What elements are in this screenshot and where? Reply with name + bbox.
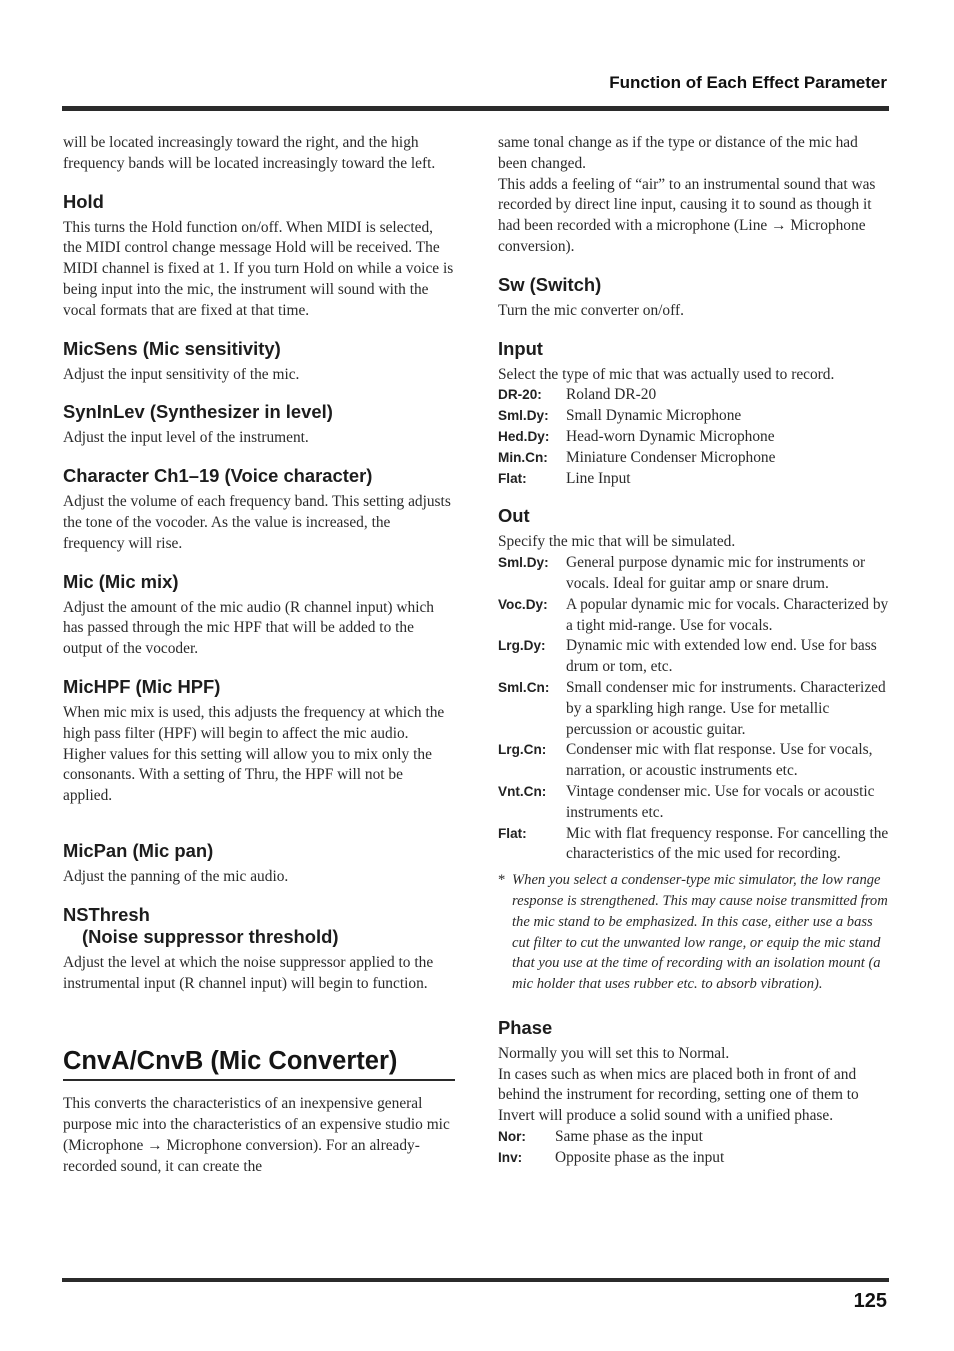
heading-sw: Sw (Switch) [498, 273, 602, 295]
option-desc: General purpose dynamic mic for instruments or vocals. Ideal for guitar amp or snare drum. [566, 554, 866, 592]
input-option [498, 427, 890, 448]
option-term: Vnt.Cn: [498, 783, 547, 799]
body-nsthresh: Adjust the level at which the noise suppressor applied to the instrumental input (R channel input) will begin to function. [63, 953, 434, 992]
option-term: DR-20: [498, 387, 542, 403]
option-desc: Mic with flat frequency response. For cancelling the characteristics of the mic used for recording. [566, 824, 889, 863]
option-desc: Same phase as the input [555, 1128, 703, 1146]
body-micsens: Adjust the input sensitivity of the mic. [63, 365, 300, 383]
option-term: Nor: [498, 1129, 526, 1145]
option-desc: Vintage condenser mic. Use for vocals or acoustic instruments etc. [566, 782, 875, 821]
continued-paragraph-2: This adds a feeling of “air” to an instrumental sound that was recorded by direct line input, causing it to sound as though it had been recorded with a microphone (Line → Microphone conversion). [498, 175, 876, 255]
input-option [498, 469, 890, 490]
option-term: Lrg.Cn: [498, 742, 547, 758]
out-option [498, 636, 890, 678]
heading-input: Input [498, 337, 543, 359]
out-option [498, 824, 890, 866]
option-desc: A popular dynamic mic for vocals. Characterized by a tight mid-range. Use for vocals. [566, 595, 889, 634]
option-term: Flat: [498, 470, 527, 486]
input-option [498, 448, 890, 469]
section-sw [498, 274, 890, 322]
body-cnva-intro: This converts the characteristics of an inexpensive general purpose mic into the characteristics of an expensive studio mic (Microphone → Microphone conversion). For an already-recorded sound, it can create the [63, 1095, 450, 1175]
heading-nsthresh [63, 904, 455, 948]
heading-michpf: MicHPF (Mic HPF) [63, 675, 221, 697]
out-options-list [498, 553, 890, 865]
page-number: 125 [853, 1290, 887, 1312]
heading-micpan: MicPan (Mic pan) [63, 839, 214, 861]
body-michpf: When mic mix is used, this adjusts the frequency at which the high pass filter (HPF) will begin to affect the mic audio. Higher values for this setting will allow you to mix only the consonants. With a setting of Thru, the HPF will not be applied. [63, 703, 445, 805]
option-desc: Small condenser mic for instruments. Characterized by a sparkling high range. Use for metallic percussion or acoustic guitar. [566, 678, 886, 738]
out-option [498, 678, 890, 740]
section-out [498, 505, 890, 995]
option-desc: Condenser mic with flat response. Use for vocals, narration, or acoustic instruments etc. [566, 741, 873, 780]
section-micsens [63, 338, 455, 386]
option-desc: Opposite phase as the input [555, 1148, 725, 1166]
option-desc: Roland DR-20 [566, 386, 657, 404]
section-hold [63, 191, 455, 322]
heading-out: Out [498, 505, 530, 527]
heading-nsthresh-line1: NSThresh [63, 903, 150, 925]
option-term: Min.Cn: [498, 449, 548, 465]
option-term: Voc.Dy: [498, 596, 548, 612]
section-syninlev [63, 401, 455, 449]
option-term: Inv: [498, 1149, 523, 1165]
option-term: Hed.Dy: [498, 428, 550, 444]
heading-character: Character Ch1–19 (Voice character) [63, 465, 373, 487]
option-term: Lrg.Dy: [498, 638, 546, 654]
continued-paragraph-1: same tonal change as if the type or distance of the mic had been changed. [498, 134, 858, 172]
body-sw: Turn the mic converter on/off. [498, 301, 684, 319]
input-option [498, 385, 890, 406]
heading-micsens: MicSens (Mic sensitivity) [63, 337, 281, 359]
body-out: Specify the mic that will be simulated. [498, 533, 736, 551]
intro-paragraph: will be located increasingly toward the right, and the high frequency bands will be located increasingly toward the left. [63, 134, 436, 172]
section-mic [63, 571, 455, 660]
condenser-note [498, 870, 890, 995]
heading-mic: Mic (Mic mix) [63, 570, 179, 592]
option-term: Sml.Dy: [498, 555, 549, 571]
out-option [498, 595, 890, 637]
option-term: Flat: [498, 825, 527, 841]
input-options-list [498, 385, 890, 489]
note-text: When you select a condenser-type mic simulator, the low range response is strengthened. This may cause noise transmitted from the mic stand to be emphasized. In this case, either use a bass cut filter to cut the unwanted low range, or equip the mic stand that you use at the time of recording with an isolation mount (a mic holder that uses rubber etc. to absorb vibration). [512, 872, 888, 993]
section-nsthresh [63, 904, 455, 995]
body-input: Select the type of mic that was actually used to record. [498, 365, 835, 383]
out-option [498, 782, 890, 824]
option-desc: Small Dynamic Microphone [566, 407, 742, 425]
option-term: Sml.Cn: [498, 679, 550, 695]
section-input [498, 338, 890, 490]
left-column [63, 133, 455, 1178]
body-micpan: Adjust the panning of the mic audio. [63, 867, 289, 885]
heading-syninlev: SynInLev (Synthesizer in level) [63, 401, 333, 423]
section-character [63, 465, 455, 554]
section-micpan [63, 840, 455, 888]
right-column [498, 133, 890, 1169]
out-option [498, 553, 890, 595]
top-rule [62, 106, 889, 111]
body-character: Adjust the volume of each frequency band. This setting adjusts the tone of the vocoder. As the value is increased, the frequency will rise. [63, 493, 451, 552]
heading-nsthresh-line2: (Noise suppressor threshold) [82, 925, 339, 947]
body-phase-1: Normally you will set this to Normal. [498, 1044, 730, 1062]
out-option [498, 740, 890, 782]
bottom-rule [62, 1278, 889, 1282]
phase-options-list [498, 1127, 890, 1169]
input-option [498, 406, 890, 427]
option-desc: Miniature Condenser Microphone [566, 448, 776, 466]
section-phase [498, 1017, 890, 1169]
option-desc: Line Input [566, 469, 631, 487]
option-desc: Head-worn Dynamic Microphone [566, 427, 775, 445]
heading-hold: Hold [63, 190, 104, 212]
heading-cnva-cnvb: CnvA/CnvB (Mic Converter) [63, 1046, 455, 1081]
heading-phase: Phase [498, 1016, 553, 1038]
phase-option [498, 1127, 890, 1148]
body-mic: Adjust the amount of the mic audio (R channel input) which has passed through the mic HPF that will be added to the output of the vocoder. [63, 598, 435, 658]
running-header: Function of Each Effect Parameter [609, 73, 887, 92]
body-hold: This turns the Hold function on/off. When MIDI is selected, the MIDI control change message Hold will be received. The MIDI channel is fixed at 1. If you turn Hold on while a voice is being input into the mic, the instrument will sound with the vocal formats that are fixed at that time. [63, 218, 454, 319]
option-desc: Dynamic mic with extended low end. Use for bass drum or tom, etc. [566, 637, 877, 676]
option-term: Sml.Dy: [498, 408, 549, 424]
body-phase-2: In cases such as when mics are placed both in front of and behind the instrument for recording, setting one of them to Invert will produce a solid sound with a unified phase. [498, 1065, 859, 1125]
phase-option [498, 1148, 890, 1169]
note-asterisk: * [498, 872, 506, 889]
body-syninlev: Adjust the input level of the instrument. [63, 429, 309, 447]
section-michpf [63, 676, 455, 807]
